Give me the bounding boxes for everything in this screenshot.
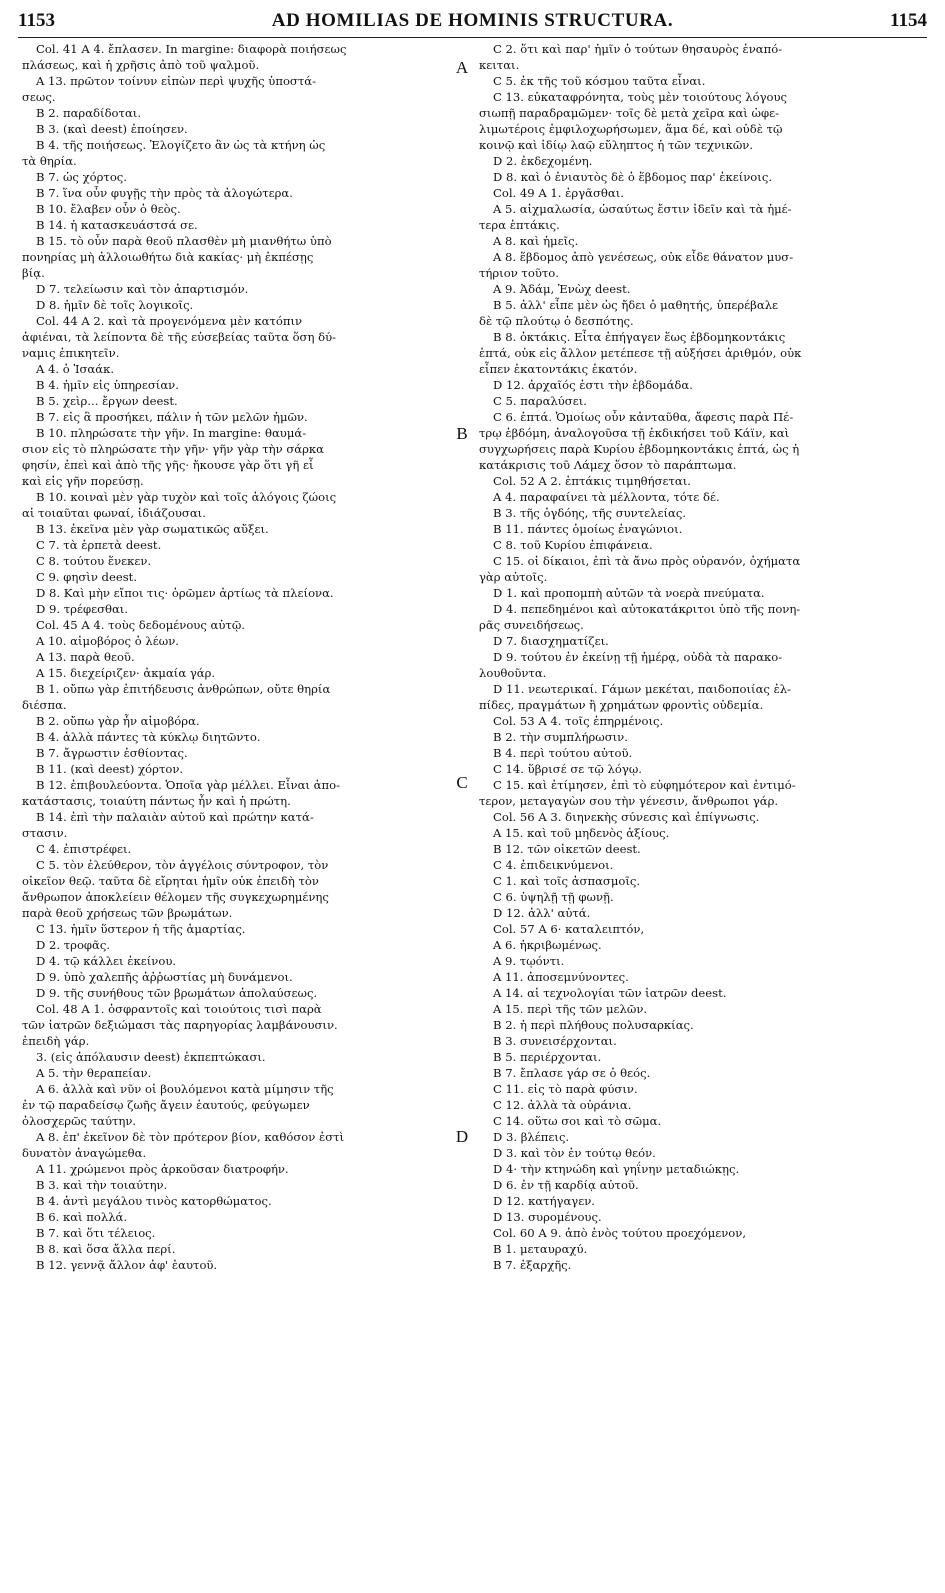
left-column-line: D 9. τρέφεσθαι. bbox=[36, 602, 129, 616]
right-column-line: A 6. ἠκριβωμένως. bbox=[493, 938, 602, 952]
right-column-line: D 3. βλέπεις. bbox=[493, 1130, 570, 1144]
right-column-line: D 4· τὴν κτηνώδη καὶ γηΐνην μεταδιώκῃς. bbox=[493, 1162, 740, 1176]
right-column-line: Col. 60 A 9. ἀπὸ ἑνὸς τούτου προεχόμενον, bbox=[493, 1226, 747, 1240]
right-column-line: τερον, μεταγαγὼν σου τὴν γένεσιν, ἄνθρωποι γάρ. bbox=[479, 794, 779, 808]
left-column-line: ἀφιέναι, τὰ λείποντα δὲ τῆς εὐσεβείας ταῦτα ὅση δύ- bbox=[22, 330, 337, 344]
left-column-line: σιον εἰς τὸ πληρώσατε τὴν γῆν· γῆν γὰρ τὴν σάρκα bbox=[22, 442, 324, 456]
left-column-line: B 4. ἀλλὰ πάντες τὰ κύκλῳ διητῶντο. bbox=[36, 730, 261, 744]
left-column-line: οἰκεῖον θεῷ. ταῦτα δὲ εἴρηται ἡμῖν οὐκ ἐπειδὴ τὸν bbox=[22, 874, 319, 888]
left-column-line: D 9. τῆς συνήθους τῶν βρωμάτων ἀπολαύσεως. bbox=[36, 986, 318, 1000]
right-column-line: D 2. ἐκδεχομένη. bbox=[493, 154, 593, 168]
right-column-line: C 13. εὐκαταφρόνητα, τοὺς μὲν τοιούτους λόγους bbox=[493, 90, 788, 104]
right-column-line: C 15. οἱ δίκαιοι, ἐπὶ τὰ ἄνω πρὸς οὐρανόν, ὀχήματα bbox=[493, 554, 801, 568]
section-marker-b: B bbox=[456, 424, 468, 443]
right-column-line: B 7. ἔπλασε γάρ σε ὁ θεός. bbox=[493, 1066, 651, 1080]
right-column-line: B 12. τῶν οἰκετῶν deest. bbox=[493, 842, 641, 856]
right-column-line: κοινῷ καὶ ἰδίῳ λαῷ εὔληπτος ἡ τῶν τεχνικῶν. bbox=[479, 138, 754, 152]
right-column-line: B 5. ἀλλ' εἶπε μὲν ὡς ἤδει ὁ μαθητής, ὑπερέβαλε bbox=[493, 298, 779, 312]
right-column-line: D 12. κατήγαγεν. bbox=[493, 1194, 595, 1208]
right-column-line: D 1. καὶ προπομπὴ αὐτῶν τὰ νοερὰ πνεύματα. bbox=[493, 586, 765, 600]
right-column-line: Col. 56 A 3. διηνεκὴς σύνεσις καὶ ἐπίγνωσις. bbox=[493, 810, 760, 824]
left-column-line: A 15. διεχείριζεν· ἀκμαία γάρ. bbox=[36, 666, 216, 680]
left-column-line: 3. (εἰς ἀπόλαυσιν deest) ἐκπεπτώκασι. bbox=[36, 1050, 266, 1064]
left-column-line: δυνατὸν ἀναγώμεθα. bbox=[22, 1146, 147, 1160]
right-column-line: C 6. ὑψηλῇ τῇ φωνῇ. bbox=[493, 890, 614, 904]
left-column-line: B 7. ἵνα οὖν φυγῇς τὴν πρὸς τὰ ἀλογώτερα. bbox=[36, 186, 293, 200]
left-column-line: ἐν τῷ παραδείσῳ ζωῆς ἄγειν ἑαυτούς, φεύγωμεν bbox=[22, 1098, 310, 1112]
left-column-line: A 6. ἀλλὰ καὶ νῦν οἱ βουλόμενοι κατὰ μίμησιν τῆς bbox=[36, 1082, 334, 1096]
right-column-line: C 2. ὅτι καὶ παρ' ἡμῖν ὁ τούτων θησαυρὸς ἐναπό- bbox=[493, 42, 783, 56]
left-column-line: B 15. τὸ οὖν παρὰ θεοῦ πλασθὲν μὴ μιανθήτω ὑπὸ bbox=[36, 234, 332, 248]
right-column-line: B 7. ἐξαρχῆς. bbox=[493, 1258, 572, 1272]
right-column-number: 1154 bbox=[890, 10, 927, 31]
left-column-line: B 7. ἄγρωστιν ἐσθίοντας. bbox=[36, 746, 188, 760]
right-column-line: D 12. ἀλλ' αὐτά. bbox=[493, 906, 591, 920]
right-column-line: C 6. ἑπτά. Ὁμοίως οὖν κἀνταῦθα, ἄφεσις παρὰ Πέ- bbox=[493, 410, 794, 424]
right-column-line: λιμωτέροις ἐμφιλοχωρήσωμεν, ἅμα δέ, καὶ οὐδὲ τῷ bbox=[479, 122, 783, 136]
right-column-line: δὲ τῷ πλούτῳ ὁ δεσπότης. bbox=[479, 314, 634, 328]
left-column-line: τὰ θηρία. bbox=[22, 154, 77, 168]
right-column-line: A 8. ἕβδομος ἀπὸ γενέσεως, οὐκ εἶδε θάνατον μυσ- bbox=[493, 250, 794, 264]
left-column-line: C 8. τούτου ἕνεκεν. bbox=[36, 554, 152, 568]
left-column-line: B 12. ἐπιβουλεύοντα. Ὁποῖα γὰρ μέλλει. Εἶναι ἀπο- bbox=[36, 778, 340, 792]
left-column-line: B 10. ἔλαβεν οὖν ὁ θεὸς. bbox=[36, 202, 181, 216]
right-column-line: A 9. Ἀδάμ, Ἐνὼχ deest. bbox=[493, 282, 631, 296]
left-column-line: Col. 44 A 2. καὶ τὰ προγενόμενα μὲν κατόπιν bbox=[36, 314, 303, 328]
right-column-line: D 4. πεπεδημένοι καὶ αὐτοκατάκριτοι ὑπὸ τῆς πονη- bbox=[493, 602, 801, 616]
left-column-line: C 13. ἡμῖν ὕστερον ἡ τῆς ἁμαρτίας. bbox=[36, 922, 246, 936]
right-column-line: A 15. καὶ τοῦ μηδενὸς ἀξίους. bbox=[493, 826, 670, 840]
right-column-line: D 11. νεωτερικαί. Γάμων μεκέται, παιδοποιίας ἐλ- bbox=[493, 682, 792, 696]
left-column-line: A 10. αἱμοβόρος ὁ λέων. bbox=[36, 634, 179, 648]
right-column-line: C 4. ἐπιδεικνύμενοι. bbox=[493, 858, 614, 872]
left-column-line: στασιν. bbox=[22, 826, 68, 840]
left-column-line: A 8. ἐπ' ἐκεῖνον δὲ τὸν πρότερον βίον, καθόσον ἐστὶ bbox=[36, 1130, 345, 1144]
left-column-line: D 2. τροφᾶς. bbox=[36, 938, 111, 952]
right-column-line: γὰρ αὐτοῖς. bbox=[479, 570, 548, 584]
right-column-line: B 4. περὶ τούτου αὐτοῦ. bbox=[493, 746, 633, 760]
right-column-line: τρῳ ἑβδόμη, ἀναλογοῦσα τῇ ἐκδικήσει τοῦ Κάϊν, καὶ bbox=[479, 426, 790, 440]
left-column-line: D 8. Καὶ μὴν εἴποι τις· ὁρῶμεν ἀρτίως τὰ πλείονα. bbox=[36, 586, 334, 600]
left-column-line: B 8. καὶ ὅσα ἄλλα περί. bbox=[36, 1242, 176, 1256]
left-column-line: πλάσεως, καὶ ἡ χρῆσις ἀπὸ τοῦ ψαλμοῦ. bbox=[22, 58, 260, 72]
left-column-line: B 7. καὶ ὅτι τέλειος. bbox=[36, 1226, 156, 1240]
left-column-line: τῶν ἰατρῶν δεξιώμασι τὰς παρηγορίας λαμβάνουσιν. bbox=[22, 1018, 338, 1032]
right-column-line: ρᾶς συνειδήσεως. bbox=[479, 618, 584, 632]
right-column-line: Col. 49 A 1. ἐργᾶσθαι. bbox=[493, 186, 624, 200]
left-column-line: D 9. ὑπὸ χαλεπῆς ἀῤῥωστίας μὴ δυνάμενοι. bbox=[36, 970, 293, 984]
left-column-line: C 4. ἐπιστρέφει. bbox=[36, 842, 132, 856]
left-column-line: Col. 45 A 4. τοὺς δεδομένους αὐτῷ. bbox=[36, 618, 245, 632]
right-column-line: C 15. καὶ ἐτίμησεν, ἐπὶ τὸ εὐφημότερον καὶ ἐντιμό- bbox=[493, 778, 796, 792]
left-column-line: B 14. ἡ κατασκευάστσά σε. bbox=[36, 218, 198, 232]
right-column-line: Col. 57 A 6· καταλειπτόν, bbox=[493, 922, 645, 936]
right-column-line: A 4. παραφαίνει τὰ μέλλοντα, τότε δέ. bbox=[493, 490, 720, 504]
right-column-line: συγχωρήσεις παρὰ Κυρίου ἑβδομηκοντάκις ἑπτά, ὡς ἡ bbox=[479, 442, 800, 456]
section-marker-a: A bbox=[455, 58, 469, 77]
right-column-line: D 6. ἐν τῇ καρδίᾳ αὐτοῦ. bbox=[493, 1178, 639, 1192]
right-column-line: B 8. ὀκτάκις. Εἶτα ἐπήγαγεν ἕως ἑβδομηκοντάκις bbox=[493, 330, 786, 344]
left-column-line: σεως. bbox=[22, 90, 56, 104]
left-column-line: καὶ εἰς γῆν πορεύσῃ. bbox=[22, 474, 144, 488]
section-marker-c: C bbox=[456, 773, 468, 792]
left-column-line: B 12. γεννᾷ ἄλλον ἀφ' ἑαυτοῦ. bbox=[36, 1258, 218, 1272]
left-column-line: B 2. οὔπω γὰρ ἦν αἱμοβόρα. bbox=[36, 714, 200, 728]
left-column-line: ἄνθρωπον ἀποκλείειν θέλομεν τῆς συγκεχωρημένης bbox=[22, 890, 329, 904]
left-column-line: B 13. ἐκεῖνα μὲν γὰρ σωματικῶς αὔξει. bbox=[36, 522, 269, 536]
right-column-line: σιωπῇ παραδραμῶμεν· τοῖς δὲ μετὰ χεῖρα καὶ ὠφε- bbox=[479, 106, 780, 120]
left-column-line: D 7. τελείωσιν καὶ τὸν ἀπαρτισμόν. bbox=[36, 282, 249, 296]
right-column-line: A 5. αἰχμαλωσία, ὡσαύτως ἔστιν ἰδεῖν καὶ τὰ ἡμέ- bbox=[493, 202, 792, 216]
right-column-line: ἑπτά, οὐκ εἰς ἄλλον μετέπεσε τῇ αὐξήσει ἀριθμόν, οὐκ bbox=[479, 346, 802, 360]
right-column-line: A 11. ἀποσεμνύνοντες. bbox=[493, 970, 629, 984]
right-column-line: B 2. ἡ περὶ πλήθους πολυσαρκίας. bbox=[493, 1018, 694, 1032]
right-column-line: D 9. τούτου ἐν ἐκείνῃ τῇ ἡμέρᾳ, οὐδὰ τὰ παρακο- bbox=[493, 650, 783, 664]
left-column-line: παρὰ θεοῦ χρήσεως τῶν βρωμάτων. bbox=[22, 906, 233, 920]
right-column-line: A 14. αἱ τεχνολογίαι τῶν ἰατρῶν deest. bbox=[493, 986, 727, 1000]
left-column-line: B 2. παραδίδοται. bbox=[36, 106, 142, 120]
right-column-line: τερα ἑπτάκις. bbox=[479, 218, 560, 232]
right-column bbox=[479, 41, 915, 1273]
left-column-line: C 7. τὰ ἑρπετὰ deest. bbox=[36, 538, 162, 552]
right-column-line: B 11. πάντες ὁμοίως ἐναγώνιοι. bbox=[493, 522, 683, 536]
right-column-line: C 12. ἀλλὰ τὰ οὐράνια. bbox=[493, 1098, 632, 1112]
right-column-line: C 14. ὕβρισέ σε τῷ λόγῳ. bbox=[493, 762, 642, 776]
left-column-line: B 11. (καὶ deest) χόρτον. bbox=[36, 762, 184, 776]
left-column-line: B 7. εἰς ἃ προσήκει, πάλιν ἡ τῶν μελῶν ἡμῶν. bbox=[36, 410, 308, 424]
right-column-line: πίδες, πραγμάτων ἢ χρημάτων φροντὶς οὐδεμία. bbox=[479, 698, 764, 712]
left-column-line: Col. 48 A 1. ὀσφραντοῖς καὶ τοιούτοις τισὶ παρὰ bbox=[36, 1002, 322, 1016]
right-column-line: Col. 52 A 2. ἑπτάκις τιμηθήσεται. bbox=[493, 474, 691, 488]
left-column-line: B 5. χεὶρ... ἔργων deest. bbox=[36, 394, 178, 408]
right-column-line: D 13. συρομένους. bbox=[493, 1210, 602, 1224]
right-column-line: D 3. καὶ τὸν ἐν τούτῳ θεόν. bbox=[493, 1146, 656, 1160]
left-column bbox=[22, 41, 450, 1273]
left-column-line: B 4. ἡμῖν εἰς ὑπηρεσίαν. bbox=[36, 378, 179, 392]
left-column-line: B 7. ὡς χόρτος. bbox=[36, 170, 127, 184]
left-column-line: B 4. ἀντὶ μεγάλου τινὸς κατορθώματος. bbox=[36, 1194, 272, 1208]
left-column-line: B 14. ἐπὶ τὴν παλαιὰν αὐτοῦ καὶ πρώτην κατά- bbox=[36, 810, 314, 824]
left-column-line: φησίν, ἐπεὶ καὶ ἀπὸ τῆς γῆς· ἤκουσε γὰρ ὅτι γῆ εἶ bbox=[22, 458, 314, 472]
page-header bbox=[18, 10, 927, 36]
right-column-line: τήριον τοῦτο. bbox=[479, 266, 559, 280]
right-column-line: D 12. ἀρχαῖός ἐστι τὴν ἑβδομάδα. bbox=[493, 378, 693, 392]
left-column-line: A 13. παρὰ θεοῦ. bbox=[36, 650, 135, 664]
right-column-line: B 3. τῆς ὀγδόης, τῆς συντελείας. bbox=[493, 506, 687, 520]
left-column-number: 1153 bbox=[18, 10, 55, 31]
left-column-line: A 13. πρῶτον τοίνυν εἰπὼν περὶ ψυχῆς ὑποστά- bbox=[36, 74, 317, 88]
right-column-line: C 5. ἐκ τῆς τοῦ κόσμου ταῦτα εἶναι. bbox=[493, 74, 706, 88]
right-column-line: C 8. τοῦ Κυρίου ἐπιφάνεια. bbox=[493, 538, 653, 552]
right-column-line: C 1. καὶ τοῖς ἀσπασμοῖς. bbox=[493, 874, 641, 888]
left-column-line: B 6. καὶ πολλά. bbox=[36, 1210, 128, 1224]
left-column-line: B 3. καὶ τὴν τοιαύτην. bbox=[36, 1178, 168, 1192]
left-column-line: C 5. τὸν ἐλεύθερον, τὸν ἀγγέλοις σύντροφον, τὸν bbox=[36, 858, 329, 872]
left-column-line: αἱ τοιαῦται φωναί, ἰδιάζουσαι. bbox=[22, 506, 206, 520]
right-column-line: λουθοῦντα. bbox=[479, 666, 547, 680]
left-column-line: Col. 41 A 4. ἔπλασεν. In margine: διαφορὰ ποιήσεως bbox=[36, 42, 347, 56]
section-marker-d: D bbox=[455, 1127, 469, 1146]
right-column-line: C 5. παραλύσει. bbox=[493, 394, 587, 408]
right-column-line: B 5. περιέρχονται. bbox=[493, 1050, 602, 1064]
right-column-line: C 11. εἰς τὸ παρὰ φύσιν. bbox=[493, 1082, 638, 1096]
right-column-line: Col. 53 A 4. τοῖς ἐπηρμένοις. bbox=[493, 714, 664, 728]
left-column-line: ὁλοσχερῶς ταύτην. bbox=[22, 1114, 137, 1128]
left-column-line: B 10. κοιναὶ μὲν γὰρ τυχὸν καὶ τοῖς ἀλόγοις ζώοις bbox=[36, 490, 337, 504]
right-column-line: D 8. καὶ ὁ ἐνιαυτὸς δὲ ὁ ἕβδομος παρ' ἐκείνοις. bbox=[493, 170, 773, 184]
right-column-line: A 8. καὶ ἡμεῖς. bbox=[493, 234, 579, 248]
left-column-line: D 4. τῷ κάλλει ἐκείνου. bbox=[36, 954, 177, 968]
left-column-line: A 11. χρώμενοι πρὸς ἀρκοῦσαν διατροφήν. bbox=[36, 1162, 289, 1176]
right-column-line: D 7. διασχηματίζει. bbox=[493, 634, 609, 648]
right-column-line: κατάκρισις τοῦ Λάμεχ ὅσον τὸ παράπτωμα. bbox=[479, 458, 737, 472]
left-column-line: A 4. ὁ Ἰσαάκ. bbox=[36, 362, 115, 376]
left-column-line: διέσπα. bbox=[22, 698, 67, 712]
left-column-line: πονηρίας μὴ ἀλλοιωθήτω διὰ κακίας· μὴ ἐκπέσῃς bbox=[22, 250, 314, 264]
right-column-line: B 1. μεταυραχύ. bbox=[493, 1242, 588, 1256]
left-column-line: B 1. οὔπω γὰρ ἐπιτήδευσις ἀνθρώπων, οὔτε θηρία bbox=[36, 682, 331, 696]
left-column-line: D 8. ἡμῖν δὲ τοῖς λογικοῖς. bbox=[36, 298, 194, 312]
right-column-line: B 3. συνεισέρχονται. bbox=[493, 1034, 617, 1048]
right-column-line: κειται. bbox=[479, 58, 520, 72]
left-column-line: A 5. τὴν θεραπείαν. bbox=[36, 1066, 152, 1080]
left-column-line: B 3. (καὶ deest) ἐποίησεν. bbox=[36, 122, 188, 136]
left-column-line: B 10. πληρώσατε τὴν γῆν. In margine: θαυμά- bbox=[36, 426, 307, 440]
right-column-line: C 14. οὕτω σοι καὶ τὸ σῶμα. bbox=[493, 1114, 662, 1128]
running-title: AD HOMILIAS DE HOMINIS STRUCTURA. bbox=[271, 10, 674, 31]
right-column-line: B 2. τὴν συμπλήρωσιν. bbox=[493, 730, 628, 744]
header-rule bbox=[18, 37, 927, 38]
right-column-line: A 9. τῳόντι. bbox=[493, 954, 565, 968]
right-column-line: εἶπεν ἑκατοντάκις ἑκατόν. bbox=[479, 362, 638, 376]
left-column-line: ἐπειδὴ γάρ. bbox=[22, 1034, 90, 1048]
right-column-line: A 15. περὶ τῆς τῶν μελῶν. bbox=[493, 1002, 648, 1016]
left-column-line: B 4. τῆς ποιήσεως. Ἐλογίζετο ἂν ὡς τὰ κτήνη ὡς bbox=[36, 138, 326, 152]
left-column-line: βίᾳ. bbox=[22, 266, 45, 280]
left-column-line: κατάστασις, τοιαύτη πάντως ἦν καὶ ἡ πρώτη. bbox=[22, 794, 291, 808]
left-column-line: C 9. φησὶν deest. bbox=[36, 570, 137, 584]
left-column-line: ναμις ἐπικητεῖν. bbox=[22, 346, 120, 360]
